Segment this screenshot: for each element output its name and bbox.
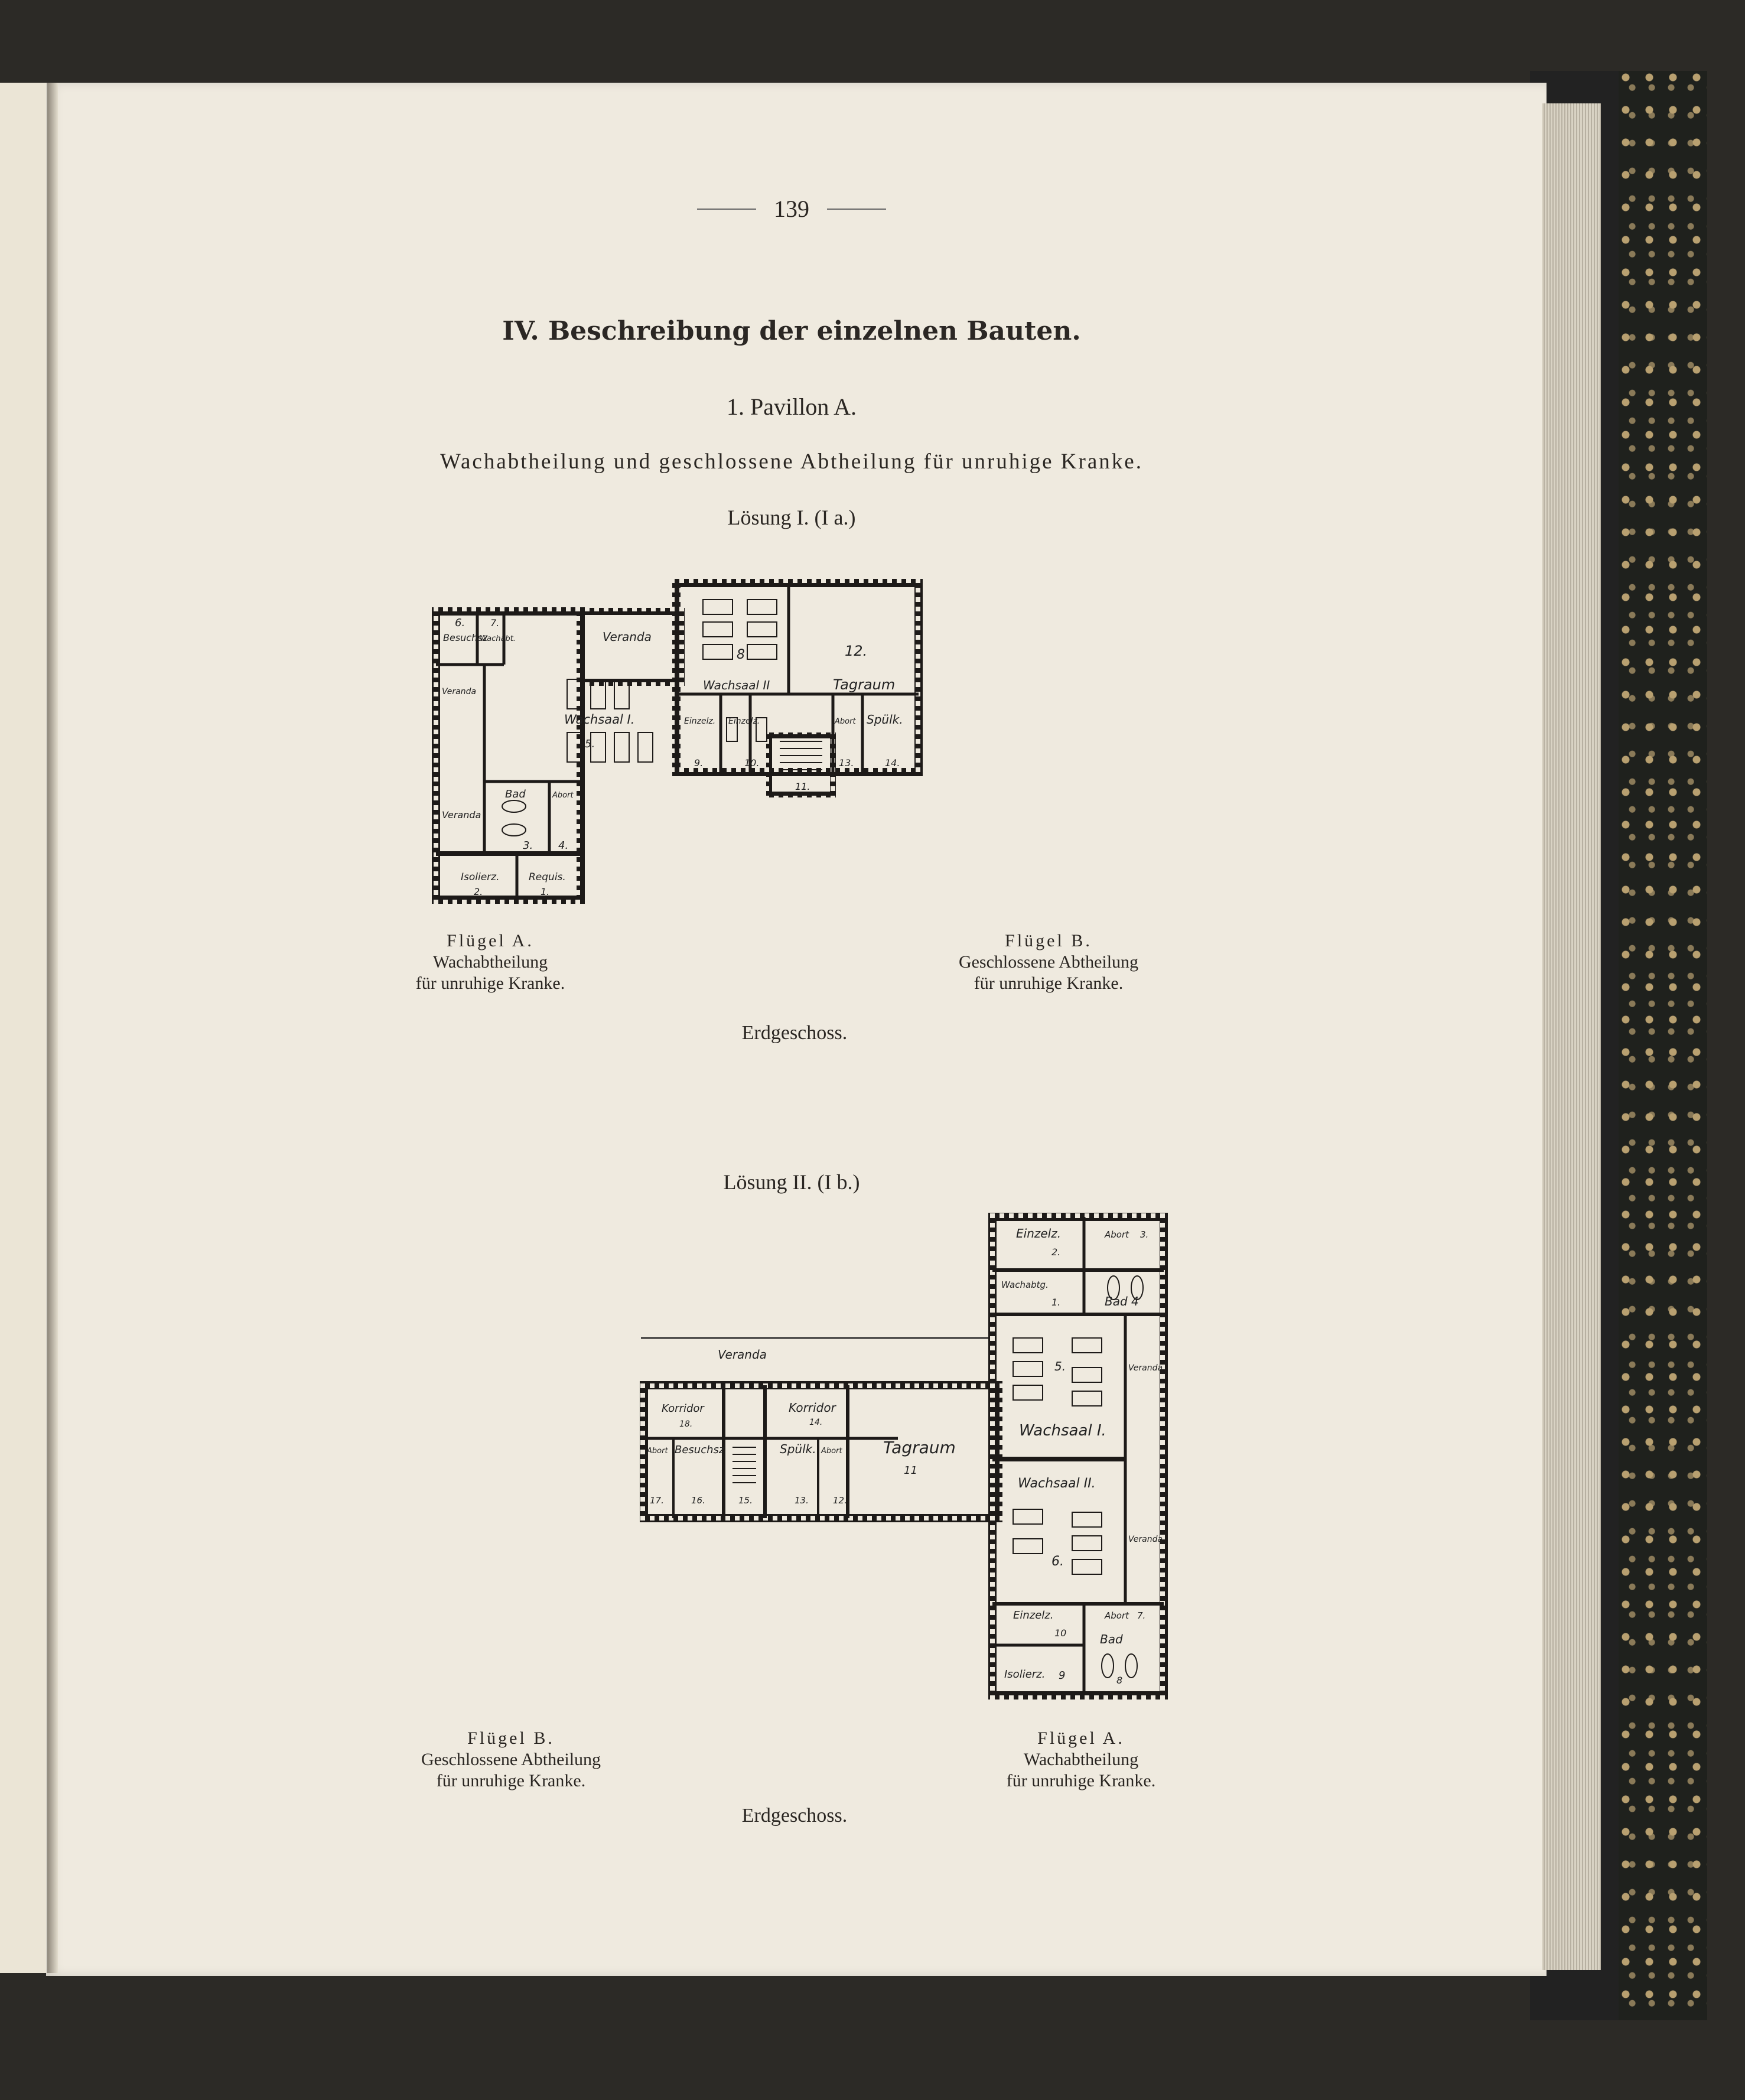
plan2-caption-right [969, 1728, 1193, 1792]
room-number: 2. [1051, 1246, 1061, 1258]
caption-line: Geschlossene Abtheilung [958, 952, 1139, 972]
caption-line: für unruhige Kranke. [415, 974, 565, 993]
bathtub [502, 800, 526, 812]
room-number: 6. [455, 617, 465, 629]
room-number: 12. [833, 1495, 847, 1506]
room-label: Abort [1105, 1229, 1129, 1240]
room-label: Veranda [1128, 1535, 1163, 1544]
bed [703, 600, 732, 614]
room-label: Veranda [603, 630, 652, 644]
plan2-heading: Lösung II. (I b.) [723, 1170, 860, 1194]
room-number: 10 [1054, 1627, 1067, 1639]
room-number: 5. [585, 738, 595, 750]
bed [747, 644, 777, 659]
room-label: Abort [1105, 1610, 1129, 1621]
bed [1072, 1338, 1102, 1353]
bed [614, 732, 629, 762]
room-number: 10. [744, 757, 760, 769]
room-number: 18. [679, 1419, 693, 1429]
bed [703, 644, 732, 659]
page-number-text: 139 [774, 196, 809, 222]
room-number: 6. [1051, 1554, 1064, 1569]
bed [1072, 1512, 1102, 1527]
room-number: 9 [1059, 1669, 1066, 1682]
room-label: Wachsaal I. [564, 712, 635, 727]
caption-line: Wachabtheilung [432, 952, 548, 972]
outer-wall [436, 611, 581, 900]
caption-line: Flügel A. [447, 931, 534, 950]
room-number: 13. [839, 757, 854, 769]
room-label: Abort [552, 791, 574, 800]
caption-line: für unruhige Kranke. [974, 974, 1124, 993]
room-label: Abort [647, 1447, 668, 1456]
caption-line: Geschlossene Abtheilung [421, 1750, 601, 1769]
room-label: Bad 4 [1105, 1294, 1139, 1308]
caption-line: Flügel B. [467, 1728, 555, 1748]
room-number: 7. [1137, 1610, 1146, 1621]
room-label: Wachabt. [480, 634, 516, 643]
bed [638, 732, 653, 762]
caption-line: Wachabtheilung [1023, 1750, 1139, 1769]
bed [747, 622, 777, 637]
bed [1072, 1368, 1102, 1382]
room-label: Requis. [529, 871, 566, 883]
room-number: 16. [691, 1495, 705, 1506]
caption-line: für unruhige Kranke. [436, 1771, 586, 1790]
bed [1013, 1362, 1043, 1376]
room-number: 2. [474, 886, 483, 897]
rule-right [827, 209, 886, 210]
floor-plan-1 [431, 576, 939, 913]
plan2-floor-label: Erdgeschoss. [741, 1805, 848, 1826]
page-edges [1542, 103, 1601, 1970]
room-label: Wachsaal II. [1018, 1476, 1096, 1491]
room-label: Einzelz. [728, 717, 760, 726]
room-label: Veranda [442, 809, 481, 821]
room-number: 14. [885, 757, 900, 769]
room-number: 1. [1051, 1297, 1061, 1308]
room-label: Besuchsz [443, 632, 487, 643]
room-number: 8 [1116, 1675, 1123, 1686]
room-label: Veranda [718, 1347, 767, 1362]
room-label: Bad [1100, 1632, 1123, 1646]
room-number: 8 [737, 647, 745, 662]
room-label: Wachabtg. [1001, 1279, 1049, 1290]
room-number: 13. [795, 1495, 809, 1506]
room-number: 4. [558, 839, 569, 852]
room-label: Isolierz. [1004, 1668, 1046, 1681]
book-gutter [47, 83, 58, 1973]
room-label: Isolierz. [461, 871, 500, 883]
room-label: Abort [821, 1447, 842, 1456]
bathtub [1125, 1654, 1137, 1678]
room-number: 5. [1054, 1359, 1066, 1373]
subsection-title: 1. Pavillon A. [726, 393, 857, 420]
room-label: Einzelz. [1016, 1226, 1062, 1241]
bed [1072, 1536, 1102, 1551]
bathtub [1102, 1654, 1114, 1678]
bed [747, 600, 777, 614]
room-label: Tagraum [833, 676, 896, 693]
room-number: 1. [541, 886, 550, 897]
room-label: Spülk. [867, 712, 903, 727]
plan1-floor-label: Erdgeschoss. [741, 1022, 848, 1044]
room-label: Besuchsz [675, 1444, 725, 1456]
room-label: Wachsaal I. [1019, 1422, 1106, 1440]
room-number: 17. [650, 1495, 664, 1506]
rule-left [697, 209, 756, 210]
plan1-caption-right [922, 930, 1176, 994]
plan1-caption-left [378, 930, 603, 994]
room-number: 3. [1140, 1229, 1149, 1240]
page-number [697, 195, 886, 223]
room-number: 9. [694, 757, 704, 769]
room-label: Abort [835, 717, 856, 726]
caption-line: Flügel A. [1037, 1728, 1125, 1748]
room-label: Veranda [1128, 1363, 1163, 1373]
plan2-caption-left [384, 1728, 638, 1792]
room-label: Korridor [789, 1401, 836, 1415]
bed [1013, 1509, 1043, 1524]
room-number: 11. [795, 781, 810, 792]
room-label: Einzelz. [1013, 1609, 1054, 1622]
room-label: Einzelz. [684, 717, 716, 726]
room-label: Korridor [662, 1402, 704, 1415]
room-number: 3. [523, 839, 533, 852]
room-label: Veranda [442, 687, 477, 696]
left-page-edge [0, 83, 50, 1973]
bed [1013, 1385, 1043, 1400]
floor-plan-2 [638, 1211, 1181, 1701]
bed [1013, 1338, 1043, 1353]
page-subtitle: Wachabtheilung und geschlossene Abtheilung für unruhige Kranke. [440, 450, 1143, 474]
bed [1072, 1559, 1102, 1574]
room-number: 14. [809, 1418, 823, 1427]
room-number: 15. [738, 1495, 753, 1506]
room-number: 7. [490, 617, 500, 629]
room-label: Spülk. [780, 1442, 816, 1456]
room-label: Wachsaal II [703, 678, 770, 692]
room-label: Bad [505, 788, 526, 800]
bed [1072, 1391, 1102, 1406]
room-number: 11 [904, 1464, 917, 1477]
plan1-heading: Lösung I. (I a.) [727, 506, 856, 529]
caption-line: für unruhige Kranke. [1006, 1771, 1156, 1790]
caption-line: Flügel B. [1005, 931, 1092, 950]
bathtub [502, 824, 526, 836]
outer-wall [581, 611, 681, 682]
section-title: IV. Beschreibung der einzelnen Bauten. [502, 316, 1081, 346]
marbled-cover [1619, 71, 1707, 2020]
bed [1013, 1539, 1043, 1554]
room-label: Tagraum [883, 1438, 956, 1457]
bed [703, 622, 732, 637]
room-number: 12. [845, 643, 868, 659]
